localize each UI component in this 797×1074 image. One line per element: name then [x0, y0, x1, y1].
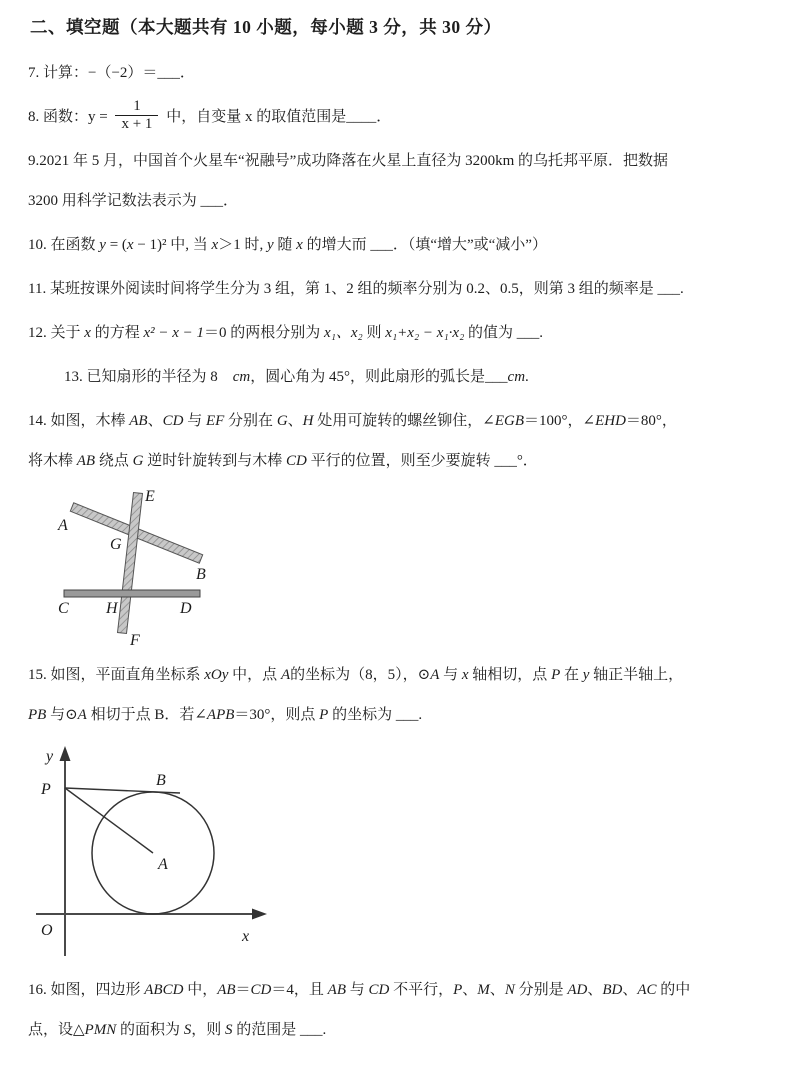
text-segment: 14. 如图，木棒	[28, 413, 130, 429]
text-segment: 3200 用科学记数法表示为 ___．	[28, 193, 239, 209]
text-segment: y	[99, 237, 106, 253]
text-segment: G	[276, 413, 288, 429]
question-13-line	[64, 357, 769, 397]
text-segment: 、	[462, 982, 478, 998]
text-segment: ，则	[191, 1022, 225, 1038]
text-segment: 将木棒	[28, 453, 77, 469]
question-12	[28, 313, 769, 353]
question-14-line	[28, 401, 769, 441]
text-segment: x² − x − 1	[143, 325, 205, 341]
text-segment: H	[302, 413, 314, 429]
figure-q15	[28, 743, 280, 960]
label-y: y	[46, 748, 54, 765]
text-segment: 在	[560, 667, 583, 683]
text-segment: 中，点	[228, 667, 281, 683]
text-segment: EHD	[595, 413, 626, 429]
label-O: O	[41, 922, 53, 939]
text-segment: ＝	[235, 982, 251, 998]
text-segment: ＞1 时,	[218, 237, 267, 253]
text-segment: ＝80°，	[625, 413, 677, 429]
label-A: A	[158, 856, 168, 873]
text-segment: 的方程	[90, 325, 144, 341]
text-segment: x₁、x₂	[324, 325, 363, 341]
question-11-line	[28, 269, 769, 309]
label-D: D	[180, 600, 192, 617]
text-segment: 11. 某班按课外阅读时间将学生分为 3 组，第 1、2 组的频率分别为 0.2、0.5，则第 3 组的频率是 ___.	[28, 281, 684, 297]
text-segment: 的增大而 ___．（填“增大”或“减小”）	[302, 237, 547, 253]
text-segment: 中，自变量 x 的取值范围是____．	[162, 109, 392, 125]
text-segment: 绕点	[95, 453, 133, 469]
figure-q14	[34, 485, 296, 647]
text-segment: 10. 在函数	[28, 237, 100, 253]
question-9	[28, 141, 769, 221]
text-segment: PMN	[84, 1022, 117, 1038]
text-segment: ＝4，且	[271, 982, 328, 998]
text-segment: xOy	[204, 667, 229, 683]
question-7-line	[28, 53, 769, 93]
text-segment: M	[477, 982, 490, 998]
question-14-line	[28, 441, 769, 481]
text-segment: 、	[287, 413, 303, 429]
question-15-line	[28, 695, 769, 735]
text-segment: 与⊙	[46, 707, 78, 723]
text-segment: AC	[637, 982, 657, 998]
text-segment: 分别是	[514, 982, 568, 998]
text-segment: 平行的位置，则至少要旋转 ___°．	[306, 453, 538, 469]
text-segment: 13. 已知扇形的半径为 8	[64, 369, 233, 385]
text-segment: 的中	[656, 982, 691, 998]
text-segment: EF	[205, 413, 225, 429]
text-segment: 与	[345, 982, 369, 998]
text-segment: 的坐标为（8，5），⊙	[290, 667, 431, 683]
text-segment: 轴正半轴上，	[589, 667, 684, 683]
text-segment: P	[551, 667, 561, 683]
question-15-line	[28, 655, 769, 695]
questions-bottom	[28, 970, 769, 1050]
text-segment: 分别在	[224, 413, 277, 429]
text-segment: 则	[362, 325, 386, 341]
text-segment: 12. 关于	[28, 325, 85, 341]
text-segment: CD	[162, 413, 184, 429]
text-segment: S	[183, 1022, 192, 1038]
text-segment: 的值为 ___.	[464, 325, 544, 341]
text-segment: x₁+x₂ − x₁·x₂	[385, 325, 465, 341]
text-segment: A	[77, 707, 87, 723]
text-segment: AB	[76, 453, 96, 469]
label-B: B	[196, 566, 206, 583]
text-segment: S	[225, 1022, 233, 1038]
question-10	[28, 225, 769, 265]
text-segment: CD	[285, 453, 307, 469]
text-segment: ，圆心角为 45°，则此扇形的弧长是___	[250, 369, 508, 385]
question-8-line	[28, 97, 769, 137]
text-segment: ＝0 的两根分别为	[204, 325, 325, 341]
questions-mid	[28, 655, 769, 735]
text-segment: G	[132, 453, 144, 469]
text-segment: A	[430, 667, 440, 683]
text-segment: BD	[602, 982, 623, 998]
text-segment: A	[280, 667, 291, 683]
text-segment: 点，设△	[28, 1022, 85, 1038]
question-16-line	[28, 970, 769, 1010]
text-segment: 、	[587, 982, 603, 998]
fraction: $\frac{1}{x + 1}$	[115, 98, 158, 134]
text-segment: AB	[217, 982, 236, 998]
text-segment: 、	[489, 982, 505, 998]
text-segment: x	[461, 667, 469, 683]
label-x: x	[242, 928, 250, 945]
text-segment: P	[319, 707, 329, 723]
question-8	[28, 97, 769, 137]
text-segment: x	[84, 325, 91, 341]
label-C: C	[58, 600, 69, 617]
text-segment: cm	[232, 369, 251, 385]
text-segment: ABCD	[144, 982, 184, 998]
text-segment: 8. 函数：y =	[28, 109, 112, 125]
question-12-line	[28, 313, 769, 353]
text-segment: 中，	[183, 982, 218, 998]
text-segment: 不平行，	[389, 982, 454, 998]
label-A: A	[58, 517, 68, 534]
y-axis-arrow	[60, 746, 71, 761]
question-7	[28, 53, 769, 93]
question-13	[28, 357, 769, 397]
text-segment: cm	[507, 369, 526, 385]
text-segment: AB	[327, 982, 346, 998]
label-B: B	[156, 772, 166, 789]
text-segment: 与	[439, 667, 462, 683]
question-9-line	[28, 141, 769, 181]
line-PA	[65, 788, 153, 853]
x-axis-arrow	[252, 909, 267, 920]
rod-ef	[118, 493, 143, 634]
rod-cd	[64, 590, 200, 597]
question-9-line	[28, 181, 769, 221]
text-segment: AD	[567, 982, 588, 998]
label-E: E	[145, 488, 155, 505]
text-segment: 7. 计算：−（−2）＝___．	[28, 65, 195, 81]
label-H: H	[106, 600, 118, 617]
text-segment: 、	[147, 413, 163, 429]
text-segment: 的坐标为 ___.	[328, 707, 423, 723]
text-segment: − 1)² 中, 当	[133, 237, 212, 253]
text-segment: AB	[129, 413, 148, 429]
question-16	[28, 970, 769, 1050]
text-segment: 16. 如图，四边形	[28, 982, 145, 998]
text-segment: 的面积为	[116, 1022, 184, 1038]
label-G: G	[110, 536, 122, 553]
question-16-line	[28, 1010, 769, 1050]
text-segment: 15. 如图，平面直角坐标系	[28, 667, 205, 683]
text-segment: 、	[622, 982, 638, 998]
question-15	[28, 655, 769, 735]
text-segment: .	[525, 369, 529, 385]
label-F: F	[130, 632, 140, 647]
text-segment: PB	[28, 707, 47, 723]
text-segment: x	[296, 237, 303, 253]
text-segment: CD	[368, 982, 390, 998]
text-segment: EGB	[494, 413, 525, 429]
questions-top	[28, 53, 769, 481]
text-segment: y	[266, 237, 274, 253]
text-segment: ＝30°，则点	[234, 707, 320, 723]
section-title: 二、填空题（本大题共有 10 小题，每小题 3 分，共 30 分）	[30, 17, 502, 37]
question-11	[28, 269, 769, 309]
text-segment: 9.2021 年 5 月，中国首个火星车“祝融号”成功降落在火星上直径为 3200km 的乌托邦平原．把数据	[28, 153, 668, 169]
text-segment: x	[126, 237, 134, 253]
text-segment: 轴相切，点	[468, 667, 552, 683]
text-segment: APB	[206, 707, 235, 723]
text-segment: P	[453, 982, 463, 998]
text-segment: x	[211, 237, 219, 253]
text-segment: 与	[183, 413, 206, 429]
text-segment: y	[582, 667, 590, 683]
text-segment: N	[504, 982, 515, 998]
text-segment: CD	[250, 982, 272, 998]
text-segment: = (	[105, 237, 127, 253]
text-segment: ＝100°，∠	[524, 413, 596, 429]
question-10-line	[28, 225, 769, 265]
text-segment: 处用可旋转的螺丝铆住，∠	[313, 413, 495, 429]
text-segment: 相切于点 B．若∠	[86, 707, 207, 723]
text-segment: 随	[273, 237, 297, 253]
text-segment: 逆时针旋转到与木棒	[143, 453, 286, 469]
question-14	[28, 401, 769, 481]
text-segment: 的范围是 ___.	[232, 1022, 327, 1038]
label-P: P	[41, 781, 51, 798]
